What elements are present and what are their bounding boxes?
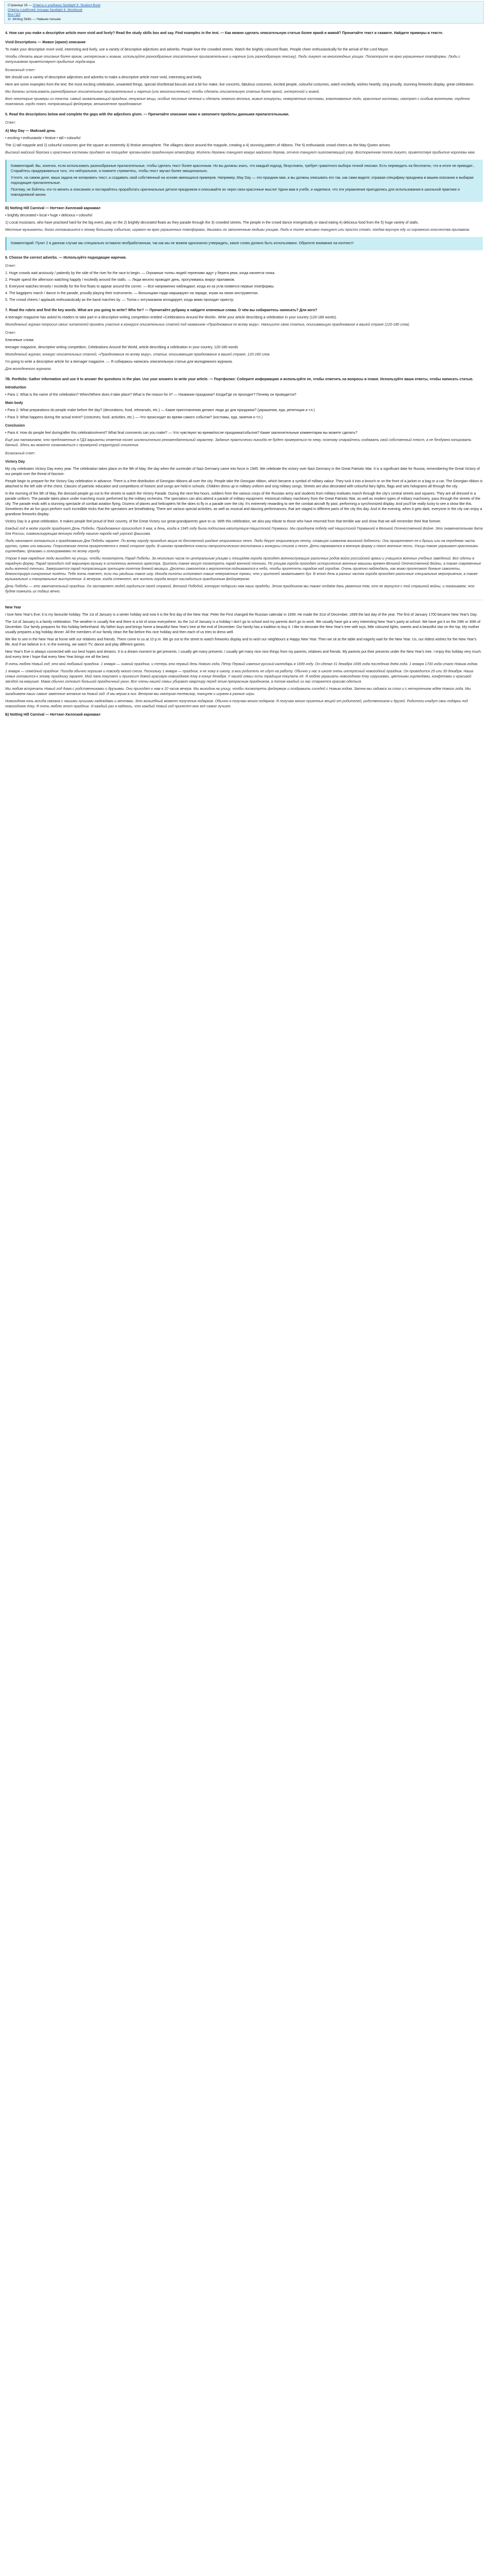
- notting-hill-text: 1) Local musicians, who have practised hard for the big event, play on the 2) brightly decorated floats as they parade through the 3) crowded streets. The people in the crowd dance energetically or stand eating 4) delicious food from the 5) huge variety of stalls.: [5, 221, 419, 225]
- victory-en-p2: People begin to prepare for the Victory Day celebration in advance. There is a free distribution of Georgian ribbons all over the city. People take the Georgian ribbon, which became a symbol of military valour. They tuck it into a brooch or on the front of a jacket or a bag or a car. The Georgian ribbon is attached to the left side of the chest. Classes of patriotic education and competitions of historic and songs are held in schools. Children dress up in military uniform and sing military songs. Streets are also decorated with colourful fairy lights, flags and sets holograms all through the city.: [5, 480, 483, 488]
- q7-rubric-ru: Молодежный журнал попросил своих читателей принять участие в конкурсе описательных статей под названием «Празднования по всему миру». Напишите свою статью, описывающую празднование в вашей стране (120-180 слов).: [5, 323, 410, 327]
- possible-answer-label: Возможный ответ:: [5, 69, 36, 72]
- new-year-ru-p4: Новогодняя ночь всегда связана с нашими лучшими надеждами и мечтами. Это волшебный момент получения подарков. Обычно я получаю много подарков. Я получаю много приятных вещей от родителей, родственников и друзей. Родители кладут свои подарки под новогоднюю ёлку. Я очень люблю этот праздник. И каждый раз я надеюсь, что каждый Новый год принесёт мне всё самое лучшее.: [5, 700, 468, 708]
- q6-title: 6. Choose the correct adverbs. — Используйте подходящие наречия.: [5, 256, 127, 260]
- new-year-ru-p1: Я очень люблю Новый год; это мой любимый праздник. 1 января — зимний праздник, и теперь это первый день Нового года. Пётр Первый изменил русский календарь в 1699 году. Он сделал 31 декабря 1699 года последним днём года. 1 января 1700 года стало Новым годом.: [5, 663, 478, 666]
- comment-p1: Комментарий: Вы, конечно, если использовать разнообразные прилагательные, чтобы сделать текст более красочным. Но вы должны знать, что каждый подход, безусловно, требует грамотного выбора точной лексики. Есть переводить на бесплатно, что в итоге не приводит... Старайтесь придерживаться того, что нейтральное, и помните стремитесь, чтобы текст звучал более эмоционально.: [11, 164, 476, 173]
- q7-keywords-label: Ключевые слова:: [5, 338, 34, 342]
- q7-rubric: A teenager magazine has asked its readers to take part in a descriptive writing competition entitled «Celebrations Around the World». Write your article describing a celebration in your country (120-180 words).: [5, 316, 337, 319]
- list-item: 4. The bagpipers march / dance in the parade, proudly playing their instruments. — Волынщики гордо маршируют на параде, играя на своих инструментах.: [5, 292, 259, 295]
- q6-list: [5, 271, 483, 303]
- notting-hill-title: B) Notting Hill Carnival — Ноттинг-Хиллский карнавал: [5, 207, 100, 210]
- new-year-en-p4: New Year's Eve is always connected with our best hopes and dreams. It is a dream moment to get presents. I usually get many presents. I usually get many nice nice things from my parents, relatives and friends. My parents put their presents under the New Year's tree. I enjoy this holiday very much. And every time I hope that every New Year brings me all the best.: [5, 650, 482, 659]
- conclusion-note-ru: Ещё раз напоминаем, что предложенные в ГДЗ варианты ответов носят исключительно рекомендательный характер. Задание практически никогда не будет проверяться по нему, поэтому старайтесь создавать свой собственный текст, а не бездумно копировать данный. Здесь вы можете ознакомиться с примерной структурой сочинения.: [5, 438, 472, 447]
- vivid-answer: We should use a variety of descriptive adjectives and adverbs to make a descriptive article more vivid, interesting and lively.: [5, 76, 202, 79]
- main-body-label: Main body: [5, 401, 23, 405]
- comment-2: Комментарий: Пункт 2 в данном случае мы специально оставили необработанным, так как мы не можем однозначно утверждать, какое слово должно быть использовано. Обратите внимание на контекст!: [11, 242, 354, 245]
- list-item: 1. Huge crowds wait anxiously / patiently by the side of the river for the race to begin. — Огромные толпы людей терпеливо ждут у берега реки, когда начнется гонка.: [5, 272, 275, 275]
- breadcrumb-link-student-book[interactable]: Ответы к учебнику Spotlight 9. Student Book: [32, 4, 100, 7]
- comment-box-2: [5, 237, 483, 250]
- main-item: • Para 2: What preparations do people make before the day? (decorations, food, rehearsals, etc.) — Какие приготовления делают люди до дня праздника? (украшения, еда, репетиции и т.п.): [5, 409, 315, 412]
- conclusion-label: Conclusion: [5, 424, 25, 428]
- vivid-answer-ru: Мы должны использовать разнообразные описательные прилагательные и наречия (или многочисленные), чтобы сделать описательную статью более яркой, интересной и живой.: [5, 90, 320, 94]
- comment-p2: Учтите, на самом деле, ваша задача не копировать текст, а создавать свой собственный на основе имеющихся примеров. Например, Мау Day — это праздник мая, и вы должны описывать его так, как сами видите; отражая специфику праздника в вашем описании и выбирая подходящие прилагательные.: [11, 176, 474, 185]
- vivid-examples-ru: Вот некоторые примеры из текста: самый захватывающий праздник, ненужные вещи, особые песочные печенья и сделать немного веселья, живые концерты, невероятные костюмы, взволнованные люди, красочные костюмы, смотрят с особым волнением, сердечно пожелания, гордо поют, потрясающий фейерверк, великолепное празднование.: [5, 97, 470, 106]
- answer-label-2: Ответ:: [5, 264, 16, 268]
- list-item: 2. People spend the afternoon watching happily / excitedly around the stalls. — Люди весело проводят день, прогуливаясь вокруг прилавков.: [5, 278, 235, 282]
- possible-answer-label-2: Возможный ответ:: [5, 452, 36, 455]
- breadcrumb-pages-label: Страница 18 —: [8, 4, 32, 7]
- may-day-words: • exciting • enthusiastic • festive • tall • colourful: [5, 137, 81, 140]
- victory-day-title: Victory Day: [5, 460, 25, 464]
- q7-keywords-ru: Молодежный журнал, конкурс описательных статей, «Празднования по всему миру», статья, описывающая празднование в вашей стране, 120-180 слов.: [5, 353, 271, 357]
- breadcrumb-link-workbook[interactable]: Ответы к рабочей тетради Spotlight 9. Workbook: [8, 8, 82, 12]
- notting-hill-text-ru: Местные музыканты, долго готовившиеся к этому большому событию, играют на ярко украшенных платформах, двигаясь по заполненным людьми улицам. Люди в толпе активно танцуют или просто стоят, поедая вкусную еду из огромного количества прилавков.: [5, 228, 470, 232]
- list-item: 5. The crowd cheers / applauds enthusiastically as the band marches by. — Толпа с энтузиазмом аплодирует, когда мимо проходит оркестр.: [5, 298, 234, 302]
- may-day-text: The 1) tall maypole and 2) colourful costumes give the square an extremely 3) festive atmosphere. The villagers dance around the maypole, creating a 4) stunning pattern of ribbons. The 5) enthusiastic crowd cheers as the May Queen arrives.: [5, 144, 391, 147]
- victory-en-p4: Victory Day is a great celebration. It makes people feel proud of their country, of the Great Victory our great-grandparents gave to us. With this celebration, we also pay tribute to those who have returned from that terrible war and show that we will remember their feat forever.: [5, 520, 442, 523]
- victory-ru-p4: День Победы — это замечательный праздник. Он заставляет людей гордиться своей страной, Великой Победой, которую подарили нам наши прадеды. Этим праздником мы также отдаём дань уважения тем, кто не вернулся с той страшной войны, и показываем, что будем помнить их подвиг вечно.: [5, 585, 475, 594]
- answer-label: Ответ:: [5, 121, 16, 125]
- may-day-text-ru: Высокий майский березка и красочные костюмы придают на площадке чрезвычайно праздничную атмосферу. Жители деревни танцуют вокруг майского дерева, отчего танцуют ошеломляющий узор. Восторженная толпа ликует, приветствуя прибытие королевы мая.: [5, 151, 476, 155]
- new-year-en-p2: The 1st of January is a family celebration. The weather is usually fine and there is a lot of snow everywhere. As the 1st of January is a holiday I don't go to school and my parents don't go to work. We usually have got a very interesting New Year's party at school. We have got it on the 29th or 30th of December. Our family prepares for this holiday beforehand. My father buys and brings home a beautiful New Year's tree at the end of December. Our family has a tradition to buy it. I like to decorate the New Year's tree with toys, little coloured lights, sweets and a beautiful star on the top. My mother usually prepares a big holiday dinner. All the members of our family clean the flat before this nice holiday and then each of us tries to dress well.: [5, 620, 481, 634]
- list-item: 3. Everyone watches tensely / excitedly for the first floats to appear around the corner. — Все напряженно наблюдают, когда из-за угла появятся первые платформы.: [5, 285, 275, 289]
- q7-title: 7. Read the rubric and find the key words. What are you going to write? Who for? — Прочитайте рубрику и найдите ключевые слова. О чём вы собираетесь написать? Для кого?: [5, 309, 318, 312]
- new-year-title: New Year: [5, 606, 22, 609]
- victory-en-p1: My city celebrates Victory Day every year. The celebration takes place on the 9th of May, the day when the surrender of Nazi Germany came into force in 1945. We celebrate the victory over Nazi Germany in the Great Patriotic War. It is a significant date for Russia, remembering the Great Victory of our people over the threat of fascism.: [5, 467, 480, 476]
- victory-en-p3: In the morning of the 9th of May, the dressed people go out to the streets to watch the Victory Parade. During the next few hours, soldiers from the various corps of the Russian army and students from military institutes march through the city's central streets and squares. They are all dressed in a parade uniform. The parade takes place under marching music performed by the military orchestra. The spectators can also attend a parade of military equipment. Historical military machinery from the Great Patriotic War, as well as modern types of military machinery, pass through the streets of the city. The parade ends with a stunning spectacle of combat aviation flying. Dozens of planes and helicopters hit the skies to fly in a parade over the city. It's extremely rewarding to see the combat aircraft fly past, performing a synchronized display. And you'll be really lucky to see a show like this. Sometimes the air fun guys perform such incredible tricks that the spectators are breathtaking. There are various special activities, as well as musical and dancing performances, that are staged in different parts of the city this day. And in the evening, when it gets dark, everyone in the city can enjoy a grandiose fireworks display.: [5, 492, 482, 516]
- q7-answer-2: Для молодежного журнала.: [5, 367, 52, 371]
- victory-ru-p2: Люди начинают готовиться к празднованию Дня Победы заранее. По всему городу проходит акция по бесплатной раздаче георгиевских лент. Люди берут георгиевскую ленту, ставшую символом воинской доблести. Они прикрепляют ее к броши или на переднюю часть куртки, сумки или машины. Георгиевская лента прикрепляется к левой стороне груди. В школах проводятся классы патриотического воспитания и конкурсы стихов и песен. Дети наряжаются в военную форму и поют военные песни. Улицы также украшают красочными гирляндами, флагами и голограммами по всему городу.: [5, 539, 478, 553]
- new-year-ru-p3: Мы любим встречать Новый год дома с родственниками и друзьями. Они приходят к нам в 10 часов вечера. Мы выходим на улицу, чтобы посмотреть фейерверк и поздравить соседей с Новым годом. Затем мы садимся за стол и с нетерпением ждём Нового года. Мы загадываем наши самые заветные желания на Новый год. И мы верим в них. Вечером мы смотрим телевизор, танцуем и играем в разные игры.: [5, 687, 471, 696]
- breadcrumb-sub: 1f. Writing Skills — Навыки письма: [8, 18, 61, 21]
- breadcrumb-link-all[interactable]: Все ГДЗ: [8, 13, 21, 16]
- page: [0, 1, 488, 740]
- victory-ru-p3: Утром 9 мая нарядные люди выходят на улицы, чтобы посмотреть Парад Победы. За несколько часов по центральным улицам и площадям города проходят военнослужащие различных родов войск российской армии и учащиеся военных учебных заведений. Все одеты в парадную форму. Парад проходит под маршевую музыку в исполнении военного оркестра. Зрители также могут посмотреть парад военной техники. По улицам города проходят исторические военные машины времен Великой Отечественной Войны, а также современные виды военной техники. Завершается парад потрясающим зрелищем полетов боевой авиации. Десятки самолетов и вертолетов поднимаются в небо, чтобы пролететь парадом над городом. Очень приятно наблюдать, как мимо пролетают боевые самолеты, демонстрируя синхронные полёты. Тебе очень повезет, если ты увидишь такое шоу. Иногда пилоты исполняют такие невероятные трюки, что у зрителей захватывает дух. В этот день в разных частях города проходят различные специальные мероприятия, а также музыкальные и танцевальные выступления. А вечером, когда стемнеет, все жители города могут насладиться грандиозным фейерверком.: [5, 557, 481, 581]
- new-year-ru-p2: 1 января — семейный праздник. Погода обычно хорошая и повсюду много снега. Поскольку 1 января — праздник, я не хожу в школу, а мои родители не идут на работу. Обычно у нас в школе очень интересный новогодний праздник. Он проводится 29 или 30 декабря. Наша семья готовится к этому празднику заранее. Мой папа покупает и приносит домой красивую новогоднюю ёлку в конце декабря. У нашей семьи есть традиция покупать её. Я люблю украшать новогоднюю ёлку игрушками, цветными гирляндами, конфетами и красивой звездой на макушке. Мама обычно готовит большой праздничный ужин. Все члены нашей семьи убирают квартиру перед этим прекрасным праздником, а потом каждый из нас старается красиво одеться.: [5, 670, 474, 684]
- vivid-p1-ru: Чтобы сделать ваше описание более ярким, интересным и живым, используйте разнообразные описательные прилагательные и наречия (или разнообразную лексику). Люди ликуют на многолюдных улицах. Посмотрите на ярко украшенные платформы. Люди с энтузиазмом приветствуют прибытие лорда-мэра.: [5, 55, 460, 64]
- conclusion-item: • Para 4: How do people feel during/after this celebration/event? What final comments can you make? — Что чувствуют во время/после праздника/события? Какие заключительные комментарии вы можете сделать?: [5, 431, 358, 435]
- answer-label-3: Ответ:: [5, 331, 16, 335]
- vivid-title: Vivid Descriptions — Живое (яркое) описание: [5, 41, 86, 44]
- intro-item: • Para 1: What is the name of the celebration? When/Where does it take place? What is the reason for it? — Название праздника? Когда/Где он проходит? Почему он проводится?: [5, 393, 297, 397]
- may-day-title: A) May Day — Майский день: [5, 129, 56, 133]
- closing-note: Б) Notting Hill Carnival — Ноттинг-Хиллский карнавал: [5, 713, 100, 717]
- victory-ru-p1: Каждый год в моём городе празднуют День Победы. Празднование происходит 9 мая, в день, когда в 1945 году была подписана капитуляция Нацистской Германии. Мы празднуем победу над Нацистской Германией в Великой Отечественной Войне. Это знаменательная дата для России, символизирующая великую победу нашего народа над угрозой фашизма.: [5, 527, 483, 536]
- new-year-en-p3: We like to see in the New Year at home with our relatives and friends. There come to us at 10 p.m. We go out to the street to watch fireworks display and to wish our neighbours a Happy New Year. Then we sit at the table and eagerly wait for the New Year. Us, our eldest wishes for the New Year's life. And if we believe in it. In the evening, we watch TV, dance and play different games.: [5, 638, 477, 647]
- breadcrumb: [4, 1, 484, 24]
- comment-box: [5, 160, 483, 202]
- main-item: • Para 3: What happens during the actual event? (costumes, food, activities, etc.) — Что происходит во время самого события? (костюмы, еда, занятия и т.п.): [5, 416, 263, 419]
- q7-answer: I'm going to write a descriptive article for a teenager magazine. — Я собираюсь написать описательную статью для молодежного журнала.: [5, 360, 233, 364]
- q7b-title: 7B. Portfolio: Gather information and use it to answer the questions in the plan. Use your answers to write your article. — Портфолио: Соберите информацию и используйте ее, чтобы ответить на вопросы в плане. Используйте ваши ответы, чтобы написать статью.: [5, 378, 474, 381]
- vivid-p1: To make your description more vivid, interesting and lively, use a variety of descriptive adjectives and adverbs. People love the crowded streets. Watch the brightly coloured floats. People cheer enthusiastically for the arrival of the Lord Mayor.: [5, 48, 389, 52]
- q7-keywords: teenager magazine, descriptive writing competition, Celebrations Around the World, article describing a celebration in your country, 120-180 words: [5, 346, 238, 349]
- intro-label: Introduction: [5, 386, 26, 389]
- q4-title: 4. How can you make a descriptive article more vivid and lively? Read the study skills box and say. Find examples in the text. — Как можно сделать описательную статью более яркой и живой? Прочитайте текст и скажите. Найдите примеры в тексте.: [5, 31, 443, 35]
- article-content: [4, 24, 484, 740]
- comment-p3: Поэтому, не бойтесь что-то менять в описаниях и постарайтесь проработать оригинальные детали праздников и описывайте их через свои красочные мысли! Удачи вам в учебе, и надеемся, что эти упражнения пригодились для использования в школьной практике и повседневной жизни.: [11, 188, 460, 197]
- new-year-en-p1: I love New Year's Eve; it is my favourite holiday. The 1st of January is a winter holiday and now it is the first day of the New Year. Peter the First changed the Russian calendar in 1699. He made the 31st of December, 1699 the last day of the year. The first of January 1700 became New Year's Day.: [5, 613, 478, 617]
- vivid-examples: Here are some examples from the text: the most exciting celebration, unwanted things, special shortbread biscuits and a bit fun make, live concerts, fabulous costumes, excited people, colourful costumes, watch excitedly, wishes heartily, sing proudly, stunning fireworks display, great celebration.: [5, 83, 475, 87]
- notting-hill-words: • brightly decorated • local • huge • delicious • colourful: [5, 214, 93, 217]
- q5-title: 5. Read the descriptions below and complete the gaps with the adjectives given. — Прочитайте описание ниже и заполните пробелы данными прилагательными.: [5, 113, 290, 116]
